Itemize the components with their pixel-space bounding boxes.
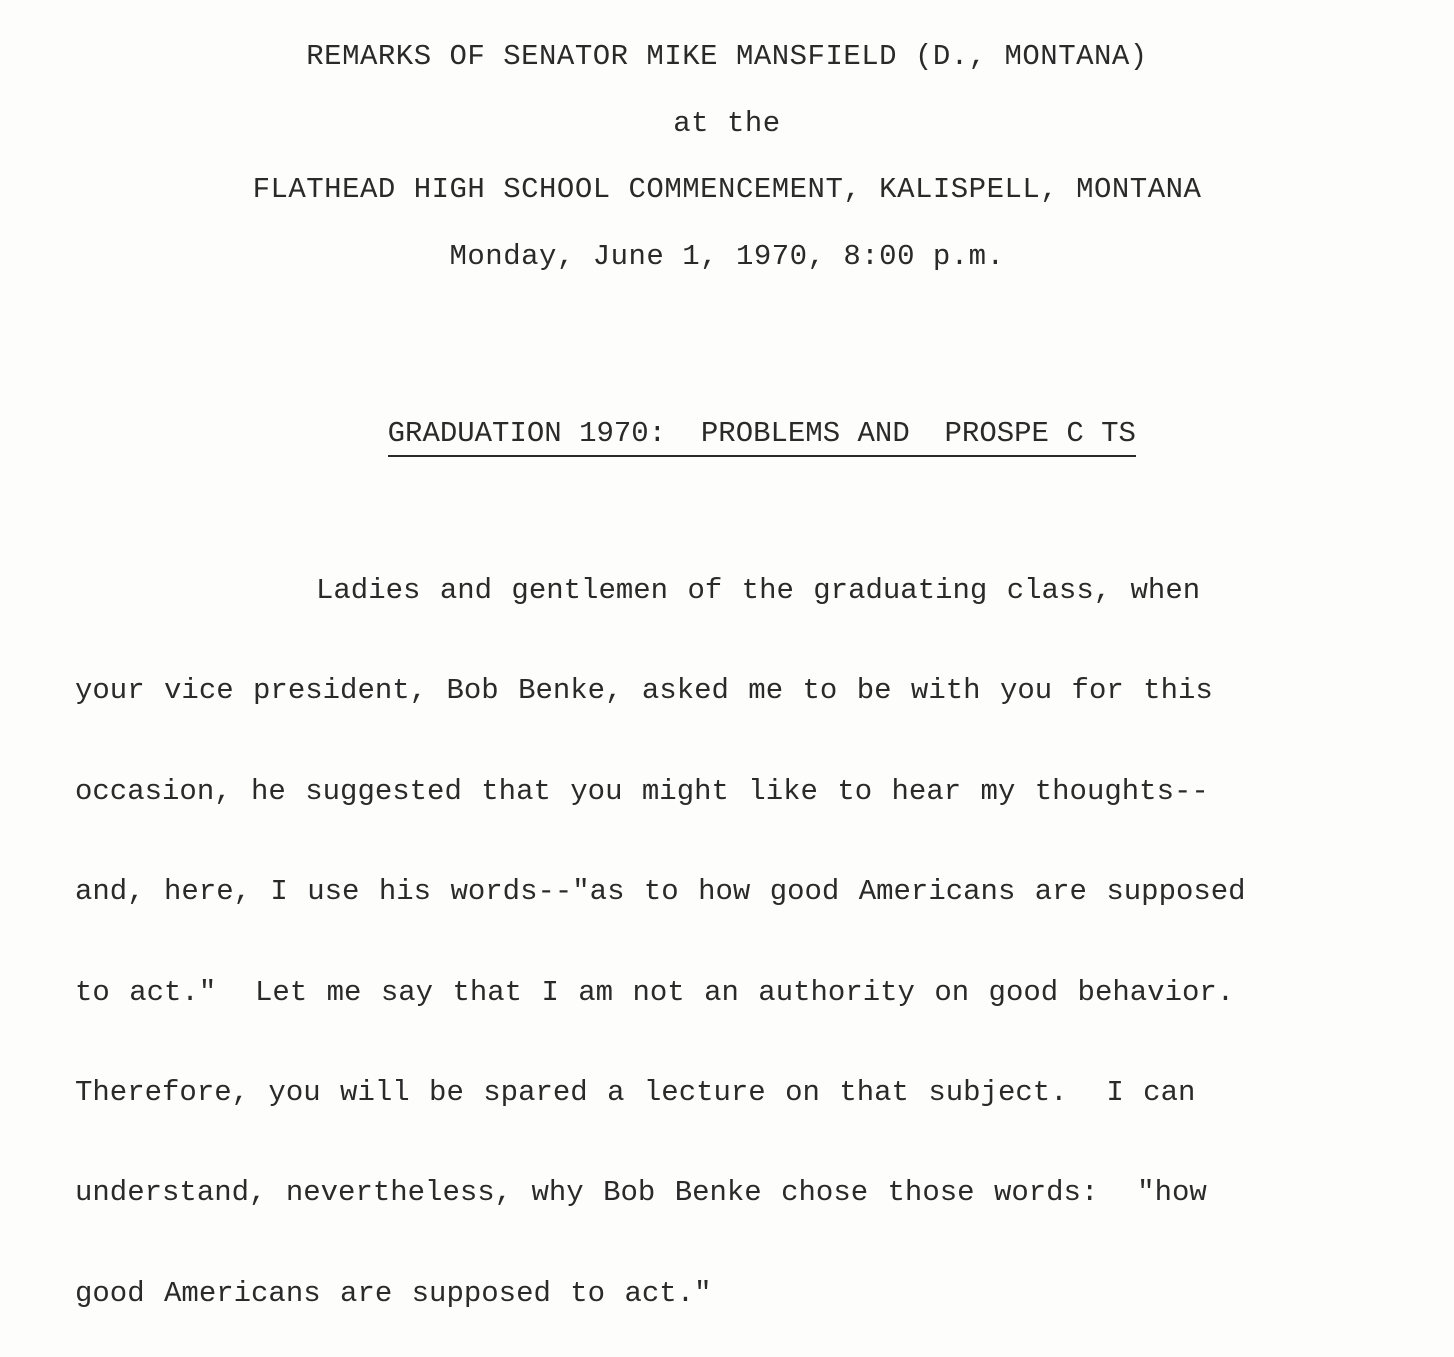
header-at-the: at the xyxy=(673,107,781,140)
body-line-4: and, here, I use his words--"as to how good Americans are supposed xyxy=(75,875,1246,908)
body-line-8: good Americans are supposed to act." xyxy=(75,1277,712,1310)
header-event: FLATHEAD HIGH SCHOOL COMMENCEMENT, KALISPELL, MONTANA xyxy=(252,173,1202,206)
body-line-2: your vice president, Bob Benke, asked me to be with you for this xyxy=(75,674,1213,707)
header-date: Monday, June 1, 1970, 8:00 p.m. xyxy=(449,240,1005,273)
body-line-5: to act." Let me say that I am not an authority on good behavior. xyxy=(75,976,1235,1009)
speech-title-wrapper xyxy=(0,384,1454,490)
body-line-1: Ladies and gentlemen of the graduating class, when xyxy=(316,574,1201,607)
body-line-7: understand, nevertheless, why Bob Benke chose those words: "how xyxy=(75,1176,1207,1209)
speech-title: GRADUATION 1970: PROBLEMS AND PROSPE C TS xyxy=(388,417,1136,457)
body-line-6: Therefore, you will be spared a lecture on that subject. I can xyxy=(75,1076,1196,1109)
header-speaker: REMARKS OF SENATOR MIKE MANSFIELD (D., MONTANA) xyxy=(306,40,1148,73)
body-line-3: occasion, he suggested that you might like to hear my thoughts-- xyxy=(75,775,1209,808)
